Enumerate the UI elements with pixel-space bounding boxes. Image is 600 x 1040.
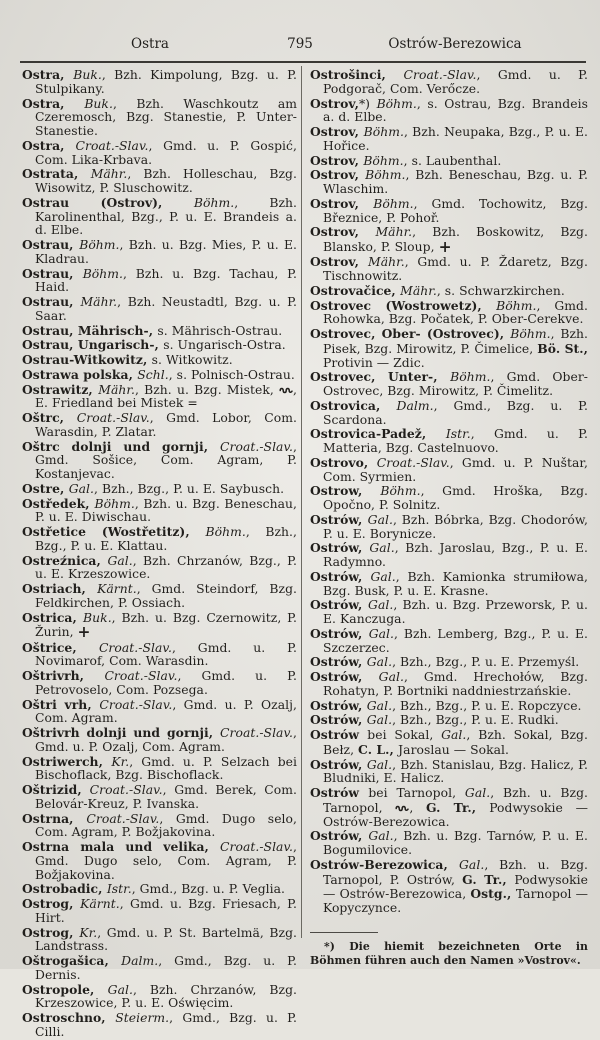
header-left-keyword: Ostra: [131, 36, 169, 52]
entry-text-fragment: Croat.-Slav.: [220, 726, 294, 741]
entry-text-fragment: Croat.-Slav.: [99, 697, 173, 712]
gazetteer-entry: [310, 370, 588, 399]
entry-text-fragment: , Gmd., Bzg. u. P. Cilli.: [35, 1011, 298, 1039]
entry-text-fragment: , Bzh. u. Bzg. Przeworsk, P. u. E. Kanczuga.: [323, 598, 588, 627]
entry-text-fragment: Böhm.: [510, 327, 551, 342]
entry-text-fragment: , Bzh. Waschkoutz am Czeremosch, Bzg. Stanestie, P. Unter-Stanestie.: [35, 96, 297, 138]
gazetteer-entry: [310, 541, 588, 570]
entry-text-fragment: Oštri vrh,: [22, 696, 100, 712]
entry-text-fragment: , Gmd., Bzg. u. P. Dernis.: [35, 954, 297, 982]
entry-text-fragment: Ostrog,: [22, 896, 81, 912]
entry-text-fragment: Ostrau,: [22, 294, 81, 309]
gazetteer-entry: [310, 299, 588, 328]
entry-text-fragment: G. Tr.,: [426, 799, 490, 815]
gazetteer-entry: [22, 482, 297, 497]
entry-text-fragment: Ostrov,: [310, 195, 374, 211]
entry-text-fragment: Podwysokie — Ostrów-Berezowica,: [323, 872, 588, 902]
entry-text-fragment: Ostrów,: [310, 697, 367, 713]
entry-text-fragment: , Bzh. u. Bzg. Tarnów, P. u. E. Bogumilovice.: [323, 829, 588, 858]
entry-text-fragment: Tarnopol — Kopyczynce.: [323, 887, 589, 916]
entry-text-fragment: Oštrice,: [22, 639, 99, 655]
entry-text-fragment: , Bzh. Sokal, Bzg. Bełz,: [323, 728, 588, 757]
gazetteer-entry: [22, 954, 297, 983]
entry-text-fragment: Ostrovec (Wostrowetz),: [310, 297, 497, 313]
telegraph-cross-icon: +: [438, 238, 452, 256]
gazetteer-entry: [310, 399, 588, 428]
telegraph-cross-icon: +: [77, 623, 91, 642]
entry-text-fragment: Jaroslau — Sokal.: [398, 742, 510, 757]
page-number: 795: [287, 36, 313, 52]
entry-text-fragment: , Bzh., Bzg., P. u. E. Ropczyce.: [392, 698, 582, 713]
entry-text-fragment: Istr.: [445, 427, 471, 442]
entry-text-fragment: Kr.: [111, 754, 130, 769]
entry-text-fragment: Mähr.: [375, 225, 413, 240]
entry-text-fragment: C. L.,: [358, 741, 399, 757]
entry-text-fragment: Ostrov,: [310, 167, 366, 183]
entry-text-fragment: Ostrog,: [22, 924, 80, 940]
entry-text-fragment: , Gmd. Steindorf, Bzg. Feldkirchen, P. Ossiach.: [35, 582, 297, 610]
entry-text-fragment: Ostrawitz,: [22, 381, 99, 397]
entry-text-fragment: Ostrovec, Ober- (Ostrovec),: [310, 326, 511, 342]
gazetteer-entry: [22, 755, 297, 784]
gazetteer-entry: [22, 525, 297, 554]
gazetteer-entry: [310, 829, 588, 858]
entry-text-fragment: , Bzh., Bzg., P. u. E. Saybusch.: [94, 481, 285, 496]
gazetteer-entry: [310, 627, 588, 656]
gazetteer-entry: [22, 68, 297, 97]
entry-text-fragment: Ostrovačice,: [310, 282, 401, 298]
entry-text-fragment: Ostředek,: [22, 495, 95, 511]
entry-text-fragment: Böhm.: [365, 168, 406, 183]
entry-text-fragment: Buk.: [84, 96, 113, 111]
right-column: [310, 68, 588, 967]
gazetteer-entry: [310, 154, 588, 169]
entry-text-fragment: Ostropole,: [22, 981, 108, 997]
entry-text-fragment: Oštrizid,: [22, 782, 90, 798]
gazetteer-entry: [310, 699, 588, 714]
entry-text-fragment: , Gmd. Rohowka, Bzg. Počatek, P. Ober-Cerekve.: [323, 298, 588, 327]
entry-text-fragment: Ostrów: [310, 785, 369, 801]
gazetteer-entry: [22, 1011, 297, 1040]
gazetteer-entry: [22, 582, 297, 611]
entry-text-fragment: Ostriwerch,: [22, 753, 112, 769]
entry-text-fragment: Croat.-Slav.: [376, 455, 450, 470]
entry-text-fragment: , Bzh. Stanislau, Bzg. Halicz, P. Bludniki, E. Halicz.: [323, 757, 588, 786]
gazetteer-entry: [310, 598, 588, 627]
gazetteer-entry: [22, 611, 297, 641]
column-divider: [301, 66, 302, 938]
entry-text-fragment: Ostrobadic,: [22, 881, 107, 897]
entry-text-fragment: Oštrc dolnji und gornji,: [22, 438, 221, 454]
post-horn-icon: [395, 801, 409, 815]
entry-text-fragment: Ostrów,: [310, 669, 379, 685]
entry-text-fragment: Böhm.: [82, 266, 124, 281]
gazetteer-entry: [310, 655, 588, 670]
entry-text-fragment: Oštrivrh,: [22, 668, 105, 684]
entry-text-fragment: , Bzh. Kimpolung, Bzg. u. P. Stulpikany.: [35, 68, 297, 96]
gazetteer-entry: [22, 139, 297, 168]
left-column: [22, 68, 297, 1040]
entry-text-fragment: s. Witkowitz.: [151, 353, 233, 367]
entry-text-fragment: Oštrc,: [22, 410, 77, 425]
entry-text-fragment: Ostra,: [22, 137, 76, 153]
entry-text-fragment: Gal.: [68, 481, 95, 496]
entry-text-fragment: , Bzh., Bzg., P. u. E. Przemyśl.: [392, 655, 580, 670]
entry-text-fragment: Mähr.: [368, 255, 405, 270]
entry-text-fragment: Ostrau,: [22, 265, 83, 281]
entry-text-fragment: *): [358, 96, 377, 111]
entry-text-fragment: Croat.-Slav.: [75, 138, 149, 153]
entry-text-fragment: , Bzh. Chrzanów, Bzg., P. u. E. Krzeszowice.: [35, 553, 297, 582]
header-right-keyword: Ostrów-Berezowica: [388, 36, 522, 52]
entry-text-fragment: Ostrovica-Padež,: [310, 426, 446, 442]
gazetteer-entry: [310, 125, 588, 154]
entry-text-fragment: , Bzh., Bzg., P. u. E. Klattau.: [35, 525, 297, 553]
entry-text-fragment: Gal.: [464, 786, 491, 801]
entry-text-fragment: , Bzh. Bóbrka, Bzg. Chodorów, P. u. E. Borynicze.: [323, 512, 589, 541]
gazetteer-entry: [22, 267, 297, 296]
entry-text-fragment: Ostrów,: [310, 511, 368, 527]
gazetteer-entry: [22, 196, 297, 238]
entry-text-fragment: , s. Laubenthal.: [403, 153, 502, 168]
entry-text-fragment: Böhm.: [363, 153, 404, 168]
entry-text-fragment: Ostrów,: [310, 625, 369, 641]
entry-text-fragment: Ostrów,: [310, 828, 369, 844]
entry-text-fragment: Gal.: [459, 857, 485, 872]
entry-text-fragment: Ostrau, Ungarisch-,: [22, 337, 164, 353]
entry-text-fragment: Schl.: [137, 367, 169, 382]
entry-text-fragment: , Bzh. Pisek, Bzg. Mirowitz, P. Čimelice,: [323, 327, 588, 356]
gazetteer-entry: [310, 97, 588, 126]
entry-text-fragment: , Gmd. u. P. Podgorač, Com. Verőcze.: [323, 68, 588, 96]
entry-text-fragment: Croat.-Slav.: [86, 811, 160, 826]
header-rule: [20, 61, 586, 63]
entry-text-fragment: , Gmd. Lobor, Com. Warasdin, P. Zlatar.: [35, 411, 297, 439]
entry-text-fragment: Ostrovec, Unter-,: [310, 369, 451, 385]
gazetteer-entry: [310, 858, 588, 916]
entry-text-fragment: Böhm.: [450, 370, 491, 385]
entry-text-fragment: , Gmd. Dugo selo, Com. Agram, P. Božjakovina.: [35, 811, 297, 840]
entry-text-fragment: Ostrow,: [310, 483, 381, 499]
gazetteer-entry: [310, 327, 588, 370]
gazetteer-entry: [310, 728, 588, 758]
gazetteer-entry: [310, 68, 588, 97]
entry-text-fragment: , Gmd. Tochowitz, Bzg. Březnice, P. Pohoř.: [323, 196, 588, 225]
entry-text-fragment: Gal.: [441, 728, 467, 743]
gazetteer-entry: [310, 168, 588, 197]
entry-text-fragment: , Gmd., Bzg. u. P. Veglia.: [131, 882, 286, 897]
entry-text-fragment: , Bzh. Neustadtl, Bzg. u. P. Saar.: [35, 295, 297, 323]
gazetteer-entry: [310, 255, 588, 284]
entry-text-fragment: , E. Friedland bei Mistek =: [35, 382, 297, 411]
entry-text-fragment: Croat.-Slav.: [76, 411, 150, 425]
gazetteer-entry: [22, 295, 297, 324]
entry-text-fragment: Ostrov,: [310, 124, 364, 139]
entry-text-fragment: , Bzh. u. Bzg. Mistek,: [134, 382, 280, 397]
entry-text-fragment: Gal.: [367, 512, 393, 527]
entry-text-fragment: Ostrau (Ostrov),: [22, 194, 194, 210]
entry-text-fragment: Böhm.: [94, 496, 135, 511]
gazetteer-entry: [22, 411, 297, 440]
entry-text-fragment: Buk.: [83, 610, 112, 625]
entry-text-fragment: , Bzh. u. Bzg. Mies, P. u. E. Kladrau.: [35, 238, 298, 266]
entry-text-fragment: , Bzh. Jaroslau, Bzg., P. u. E. Radymno.: [323, 541, 588, 570]
entry-text-fragment: Böhm.: [205, 525, 246, 539]
gazetteer-entry: [22, 669, 297, 698]
entry-text-fragment: Böhm.: [193, 195, 235, 210]
entry-text-fragment: bei Sokal,: [367, 728, 442, 743]
entry-text-fragment: , Bzh. Chrzanów, Bzg. Krzeszowice, P. u. E. Oświęcim.: [35, 982, 297, 1011]
gazetteer-entry: [22, 897, 297, 926]
entry-text-fragment: , Gmd. u. P. Novimarof, Com. Warasdin.: [35, 640, 297, 669]
entry-text-fragment: Istr.: [106, 882, 132, 897]
gazetteer-entry: [22, 926, 297, 955]
entry-text-fragment: Ostrata,: [22, 166, 91, 182]
entry-text-fragment: Oštrivrh dolnji und gornji,: [22, 725, 221, 741]
entry-text-fragment: , Bzh. u. Bzg. Tarnopol, P. Ostrów,: [323, 857, 588, 887]
entry-text-fragment: Croat.-Slav.: [220, 439, 294, 454]
entry-text-fragment: Mähr.: [90, 167, 128, 182]
gazetteer-entry: [22, 783, 297, 812]
entry-text-fragment: Kr.: [79, 925, 98, 940]
entry-text-fragment: , Gmd. u. P. Nuštar, Com. Syrmien.: [323, 455, 589, 484]
entry-text-fragment: , Bzh. u. Bzg. Tarnopol,: [323, 786, 588, 815]
entry-text-fragment: Mähr.: [98, 382, 135, 397]
entry-text-fragment: Gal.: [368, 626, 394, 641]
entry-text-fragment: Ostg.,: [470, 886, 516, 902]
entry-text-fragment: Ostrov,: [310, 152, 364, 168]
entry-text-fragment: Podwysokie — Ostrów-Berezowica.: [323, 800, 589, 829]
entry-text-fragment: Ostrau, Mährisch-,: [22, 322, 158, 338]
entry-text-fragment: , Gmd. Sošice, Com. Agram, P. Kostanjevac.: [35, 439, 297, 481]
entry-text-fragment: Gal.: [366, 713, 393, 728]
entry-text-fragment: Ostroschno,: [22, 1010, 116, 1026]
entry-text-fragment: Ostrów,: [310, 540, 370, 556]
entry-text-fragment: , Bzh. Beneschau, Bzg. u. P. Wlaschim.: [323, 168, 588, 196]
entry-text-fragment: Gal.: [368, 829, 394, 844]
entry-text-fragment: , Gmd. Berek, Com. Belovár-Kreuz, P. Ivanska.: [35, 783, 297, 811]
entry-text-fragment: Ostrów,: [310, 568, 371, 584]
entry-text-fragment: Ostrna mala und velika,: [22, 839, 221, 855]
entry-text-fragment: Gal.: [369, 541, 395, 556]
gazetteer-entry: [310, 197, 588, 226]
entry-text-fragment: , Gmd. Hrechołów, Bzg. Rohatyn, P. Bortniki naddniestrzańskie.: [323, 670, 588, 698]
entry-text-fragment: Gal.: [107, 553, 133, 568]
gazetteer-entry: [310, 570, 588, 599]
entry-text-fragment: Böhm.: [376, 96, 417, 111]
entry-text-fragment: , Bzh. Neupaka, Bzg., P. u. E. Hořice.: [323, 125, 588, 153]
entry-text-fragment: Ostrów,: [310, 654, 367, 670]
entry-text-fragment: Croat.-Slav.: [403, 68, 477, 82]
entry-text-fragment: Ostřetice (Wostřetitz),: [22, 524, 206, 539]
gazetteer-entry: [22, 338, 297, 353]
entry-text-fragment: Mähr.: [400, 283, 437, 298]
entry-text-fragment: Ostrów,: [310, 756, 367, 772]
entry-text-fragment: Ostrów: [310, 727, 368, 743]
entry-text-fragment: , Gmd., Bzg. u. P. Scardona.: [323, 398, 588, 427]
entry-text-fragment: bei Tarnopol,: [368, 786, 465, 801]
gazetteer-entry: [22, 983, 297, 1012]
entry-text-fragment: Mähr.: [80, 295, 118, 309]
entry-text-fragment: , Gmd. u. P. Ozalj, Com. Agram.: [35, 726, 297, 754]
footnote: *) Die hiemit bezeichneten Orte in Böhmen führen auch den Namen »Vostrov«.: [310, 940, 588, 967]
entry-text-fragment: Gal.: [107, 982, 133, 997]
gazetteer-entry: [22, 698, 297, 727]
entry-text-fragment: Ostre,: [22, 480, 69, 496]
gazetteer-entry: [310, 456, 588, 485]
entry-text-fragment: s. Ungarisch-Ostra.: [163, 338, 286, 353]
gazetteer-entry: [22, 882, 297, 897]
entry-text-fragment: , Bzh. Kamionka strumiłowa, Bzg. Busk, P. u. E. Krasne.: [323, 569, 588, 598]
entry-text-fragment: Ostrošinci,: [310, 67, 404, 82]
entry-text-fragment: Dalm.: [121, 954, 159, 969]
entry-text-fragment: Croat.-Slav.: [98, 640, 172, 655]
gazetteer-entry: [310, 284, 588, 299]
entry-text-fragment: Protivin — Zdic.: [323, 355, 425, 370]
entry-text-fragment: , Gmd. u. Bzg. Friesach, P. Hirt.: [35, 897, 297, 925]
entry-text-fragment: , Gmd. u. P. Ozalj, Com. Agram.: [35, 697, 297, 726]
entry-text-fragment: Böhm.: [380, 484, 421, 499]
entry-text-fragment: Croat.-Slav.: [89, 783, 163, 798]
entry-text-fragment: Böhm.: [373, 196, 414, 211]
entry-text-fragment: Ostra,: [22, 95, 85, 111]
entry-text-fragment: Ostrovo,: [310, 454, 377, 470]
gazetteer-entry: [22, 383, 297, 412]
gazetteer-entry: [22, 440, 297, 482]
gazetteer-entry: [22, 353, 297, 368]
gazetteer-entry: [310, 427, 588, 456]
gazetteer-entry: [22, 812, 297, 841]
entry-text-fragment: , Gmd. u. P. Petrovoselo, Com. Pozsega.: [35, 669, 297, 697]
entry-text-fragment: , s. Schwarzkirchen.: [436, 283, 565, 298]
gazetteer-entry: [22, 554, 297, 583]
entry-text-fragment: , Bzh. u. Bzg. Czernowitz, P. Žurin,: [35, 610, 297, 640]
entry-text-fragment: Böhm.: [363, 125, 404, 139]
entry-text-fragment: Ostrau,: [22, 237, 80, 252]
entry-text-fragment: , Bzh. Holleschau, Bzg. Wisowitz, P. Sluschowitz.: [35, 167, 297, 195]
entry-text-fragment: , Gmd. u. P. Selzach bei Bischoflack, Bzg. Bischoflack.: [35, 754, 297, 783]
entry-text-fragment: Gal.: [366, 757, 393, 772]
entry-text-fragment: s. Mährisch-Ostrau.: [157, 323, 283, 338]
entry-text-fragment: Oštrogašica,: [22, 953, 122, 969]
entry-text-fragment: , Gmd. u. P. Gospić, Com. Lika-Krbava.: [35, 138, 297, 167]
post-horn-icon: [279, 383, 293, 397]
entry-text-fragment: Böhm.: [79, 238, 120, 252]
entry-text-fragment: Croat.-Slav.: [220, 840, 294, 855]
gazetteer-entry: [22, 840, 297, 882]
entry-text-fragment: G. Tr.,: [462, 871, 515, 887]
gazetteer-entry: [22, 324, 297, 339]
entry-text-fragment: , s. Ostrau, Bzg. Brandeis a. d. Elbe.: [323, 96, 588, 125]
entry-text-fragment: Ostriach,: [22, 581, 98, 596]
entry-text-fragment: Gal.: [368, 598, 394, 613]
entry-text-fragment: , Bzh. u. Bzg. Tachau, P. Haid.: [35, 266, 297, 295]
entry-text-fragment: Ostrau-Witkowitz,: [22, 352, 152, 367]
entry-text-fragment: Gal.: [366, 655, 393, 670]
entry-text-fragment: , s. Polnisch-Ostrau.: [168, 367, 295, 382]
gazetteer-entry: [22, 238, 297, 267]
entry-text-fragment: Kärnt.: [97, 582, 137, 596]
entry-text-fragment: , Gmd. Ober-Ostrovec, Bzg. Mirowitz, P. Čimelitz.: [323, 370, 588, 399]
entry-text-fragment: Croat.-Slav.: [104, 669, 178, 684]
gazetteer-entry: [310, 484, 588, 513]
entry-text-fragment: , Bzh. u. Bzg. Beneschau, P. u. E. Diwischau.: [35, 496, 297, 525]
entry-text-fragment: , Gmd. Hroška, Bzg. Opočno, P. Solnitz.: [323, 484, 588, 513]
gazetteer-entry: [22, 97, 297, 139]
entry-text-fragment: Gal.: [378, 670, 404, 685]
entry-text-fragment: Ostrów,: [310, 597, 369, 613]
entry-text-fragment: Ostrov,: [310, 254, 369, 270]
gazetteer-entry: [310, 225, 588, 255]
entry-text-fragment: Ostrawa polska,: [22, 366, 138, 382]
entry-text-fragment: , Gmd. u. P. Ždaretz, Bzg. Tischnowitz.: [323, 255, 588, 284]
entry-text-fragment: , Bzh. Karolinenthal, Bzg., P. u. E. Brandeis a. d. Elbe.: [35, 195, 297, 238]
gazetteer-entry: [310, 513, 588, 542]
running-header: [0, 36, 600, 56]
entry-text-fragment: Ostrov,: [310, 224, 376, 240]
entry-text-fragment: Kärnt.: [80, 897, 120, 912]
entry-text-fragment: , Gmd. u. P. St. Bartelmä, Bzg. Landstrass.: [35, 925, 297, 954]
entry-text-fragment: , Gmd. Dugo selo, Com. Agram, P. Božjakovina.: [35, 840, 297, 882]
gazetteer-entry: [22, 167, 297, 196]
entry-text-fragment: Buk.: [73, 68, 102, 82]
entry-text-fragment: Ostreźnica,: [22, 552, 108, 568]
entry-text-fragment: Ostrovica,: [310, 397, 397, 413]
entry-text-fragment: , Bzh., Bzg., P. u. E. Rudki.: [392, 713, 559, 728]
entry-text-fragment: Gal.: [370, 569, 396, 584]
entry-text-fragment: Ostrica,: [22, 609, 84, 625]
gazetteer-entry: [310, 713, 588, 728]
entry-text-fragment: Bö. St.,: [537, 340, 588, 356]
gazetteer-entry: [22, 641, 297, 670]
entry-text-fragment: Steierm.: [115, 1011, 170, 1026]
footnote-rule: [310, 932, 378, 934]
entry-text-fragment: Ostrów-Berezowica,: [310, 856, 460, 872]
entry-text-fragment: Ostra,: [22, 67, 74, 82]
entry-text-fragment: Gal.: [366, 698, 393, 713]
entry-text-fragment: , Bzh. Lemberg, Bzg., P. u. E. Szczerzec.: [323, 626, 588, 655]
entry-text-fragment: Ostrna,: [22, 810, 87, 826]
gazetteer-entry: [22, 368, 297, 383]
entry-text-fragment: Dalm.: [396, 398, 434, 413]
gazetteer-entry: [22, 726, 297, 755]
entry-text-fragment: , Gmd. u. P. Matteria, Bzg. Castelnuovo.: [323, 427, 588, 456]
gazetteer-entry: [310, 670, 588, 699]
entry-text-fragment: Ostrov,: [310, 95, 359, 111]
gazetteer-entry: [310, 758, 588, 787]
gazetteer-entry: [22, 497, 297, 526]
entry-text-fragment: Böhm.: [496, 298, 537, 313]
gazetteer-entry: [310, 786, 588, 829]
entry-text-fragment: Ostrów,: [310, 712, 367, 728]
entry-text-fragment: ,: [409, 800, 427, 815]
entry-text-fragment: , Bzh. Boskowitz, Bzg. Blansko, P. Sloup,: [323, 225, 588, 254]
